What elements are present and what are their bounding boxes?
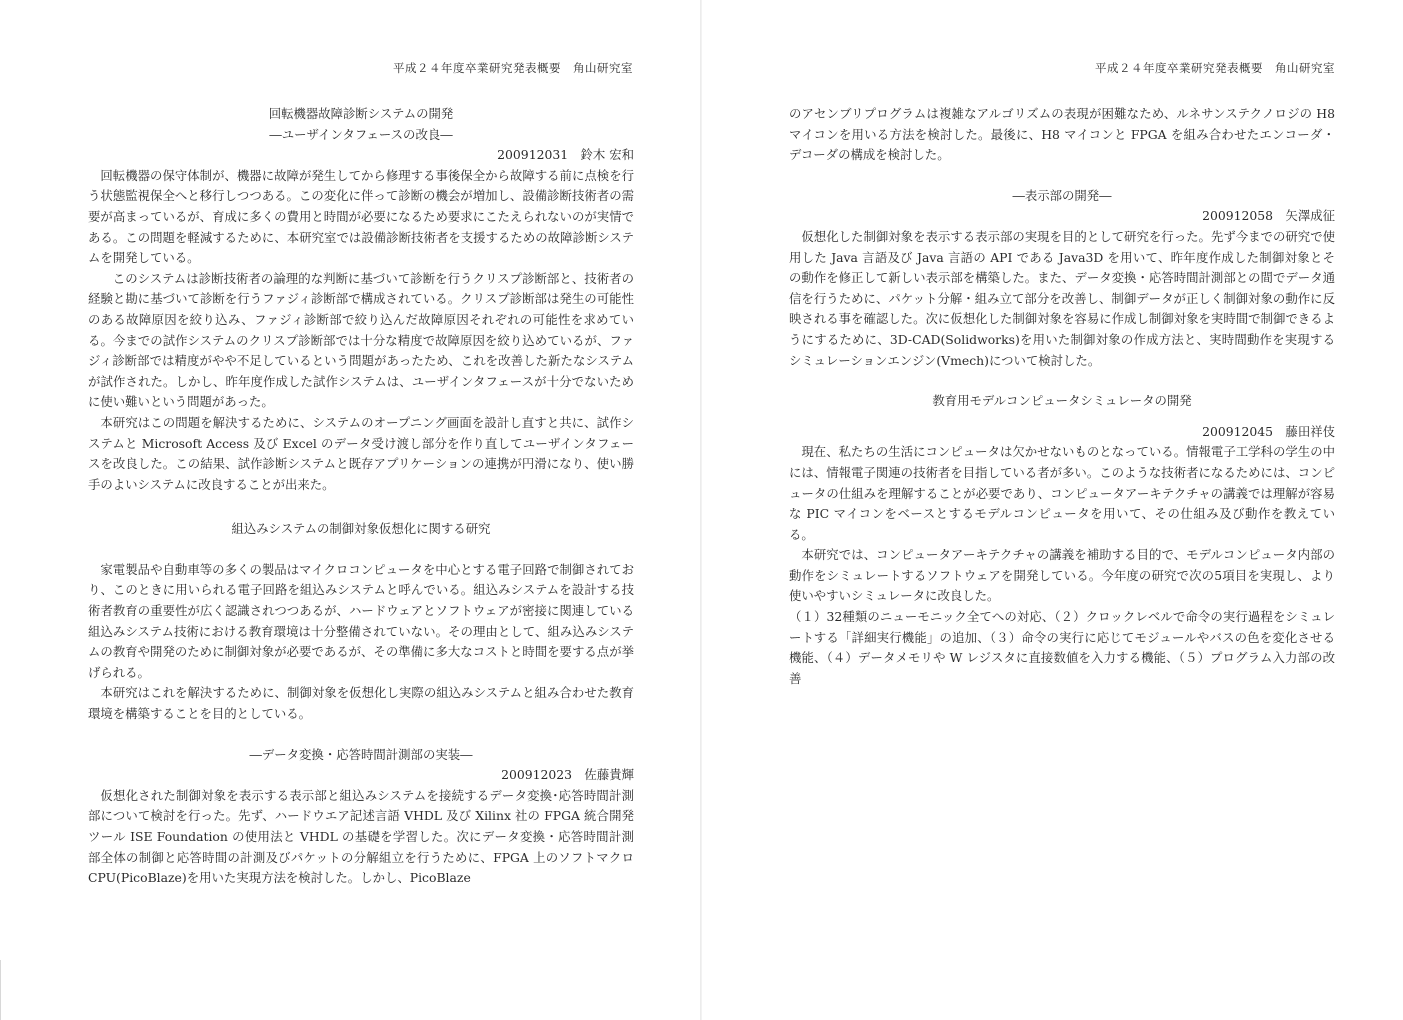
section-fault-diagnosis — [88, 104, 634, 495]
section-embedded-virtualization — [88, 519, 634, 724]
author-line: 200912031 鈴木 宏和 — [497, 147, 634, 163]
section-title: 回転機器故障診断システムの開発 — [268, 106, 454, 121]
section-subtitle: ―ユーザインタフェースの改良― — [269, 126, 453, 142]
section-title: ―表示部の開発― — [1012, 187, 1112, 203]
paragraph: 本研究はこの問題を解決するために、システムのオープニング画面を設計し直すと共に、試作システムと Microsoft Access 及び Excel のデータ受け渡し部分を作り直してユーザインタフェースを改良した。この結果、試作診断システムと既存アプリケーションの連携が円滑になり、使い勝手のよいシステムに改良することが出来た。 — [88, 414, 634, 492]
paragraph: 本研究では、コンピュータアーキテクチャの講義を補助する目的で、モデルコンピュータ内部の動作をシミュレートするソフトウェアを開発している。今年度の研究で次の5項目を実現し、より使いやすいシミュレータに改良した。 — [789, 547, 1335, 604]
section-title: ―データ変換・応答時間計測部の実装― — [249, 746, 473, 762]
paragraph: 仮想化した制御対象を表示する表示部の実現を目的として研究を行った。先ず今までの研究で使用した Java 言語及び Java 言語の API である Java3D を用いて、昨年度作成した制御対象とその動作を修正して新しい表示部を構築した。また、データ変換・応答時間計測部との間でデータ通信を行うために、パケット分解・組み立て部分を改善し、制御データが正しく制御対象の動作に反映される事を確認した。次に仮想化した制御対象を容易に作成し制御対象を実時間で制御できるようにするために、3D-CAD(Solidworks)を用いた制御対象の作成方法と、実時間動作を実現するシミュレーションエンジン(Vmech)について検討した。 — [789, 228, 1335, 368]
author-line: 200912045 藤田祥伎 — [1202, 423, 1335, 439]
paragraph: 家電製品や自動車等の多くの製品はマイクロコンピュータを中心とする電子回路で制御されており、このときに用いられる電子回路を組込みシステムと呼んでいる。組込みシステムを設計する技術者教育の重要性が広く認識されつつあるが、ハードウェアとソフトウェアが密接に関連している組込みシステム技術における教育環境は十分整備されていない。その理由として、組み込みシステムの教育や開発のために制御対象が必要であるが、その準備に多大なコストと時間を要する点が挙げられる。 — [88, 561, 634, 680]
right-column — [789, 104, 1335, 689]
left-column — [88, 104, 634, 889]
section-title: 教育用モデルコンピュータシミュレータの開発 — [932, 393, 1192, 409]
section-title: 組込みシステムの制御対象仮想化に関する研究 — [231, 521, 491, 537]
author-line: 200912058 矢澤成征 — [1202, 208, 1335, 224]
paragraph: 現在、私たちの生活にコンピュータは欠かせないものとなっている。情報電子工学科の学生の中には、情報電子関連の技術者を目指している者が多い。このような技術者になるためには、コンピュータの仕組みを理解することが必要であり、コンピュータアーキテクチャの講義では理解が容易な PIC マイコンをベースとするモデルコンピュータを用いて、その仕組み及び動作を教えている。 — [789, 444, 1335, 542]
paragraph: 回転機器の保守体制が、機器に故障が発生してから修理する事後保全から故障する前に点検を行う状態監視保全へと移行しつつある。この変化に伴って診断の機会が増加し、設備診断技術者の需要が高まっているが、育成に多くの費用と時間が必要になるため要求にこたえられないのが実情である。この問題を軽減するために、本研究室では設備診断技術者を支援するための故障診断システムを開発している。 — [88, 167, 634, 266]
page-header: 平成２４年度卒業研究発表概要 角山研究室 — [1095, 61, 1335, 75]
section-data-conversion — [88, 745, 634, 889]
paragraph: （１）32種類のニューモニック全てへの対応、（２）クロックレベルで命令の実行過程をシミュレートする「詳細実行機能」の追加、（３）命令の実行に応じてモジュールやバスの色を変化させる機能、（４）データメモリや W レジスタに直接数値を入力する機能、（５）プログラム入力部の改善 — [789, 609, 1335, 686]
paragraph: このシステムは診断技術者の論理的な判断に基づいて診断を行うクリスプ診断部と、技術者の経験と勘に基づいて診断を行うファジィ診断部で構成されている。クリスプ診断部は発生の可能性のある故障原因を絞り込み、ファジィ診断部で絞り込んだ故障原因それぞれの可能性を求めている。今までの試作システムのクリスプ診断部では十分な精度で故障原因を絞り込めているが、ファジィ診断部では精度がやや不足しているという問題があったため、これを改善した新たなシステムが試作された。しかし、昨年度作成した試作システムは、ユーザインタフェースが十分でないために使い難いという問題があった。 — [88, 270, 634, 410]
right-page — [702, 0, 1403, 1020]
left-page — [0, 0, 701, 1020]
section-display-unit — [789, 186, 1335, 371]
paragraph: 本研究はこれを解決するために、制御対象を仮想化し実際の組込みシステムと組み合わせた教育環境を構築することを目的としている。 — [88, 685, 634, 722]
author-line: 200912023 佐藤貴輝 — [501, 767, 634, 783]
section-model-computer-simulator — [789, 391, 1335, 689]
paragraph: 仮想化された制御対象を表示する表示部と組込みシステムを接続するデータ変換･応答時間計測部について検討を行った。先ず、ハードウエア記述言語 VHDL 及び Xilinx 社の FPGA 統合開発ツール ISE Foundation の使用法と VHDL の基礎を学習した。次にデータ変換・応答時間計測部全体の制御と応答時間の計測及びパケットの分解組立を行うために、FPGA 上のソフトマクロ CPU(PicoBlaze)を用いた実現方法を検討した。しかし、PicoBlaze — [88, 787, 634, 886]
continuation-paragraph: のアセンブリプログラムは複雑なアルゴリズムの表現が困難なため、ルネサンステクノロジの H8 マイコンを用いる方法を検討した。最後に、H8 マイコンと FPGA を組み合わせたエンコーダ・デコーダの構成を検討した。 — [789, 106, 1335, 163]
page-header: 平成２４年度卒業研究発表概要 角山研究室 — [393, 61, 633, 75]
page-edge-shadow — [0, 960, 13, 1020]
